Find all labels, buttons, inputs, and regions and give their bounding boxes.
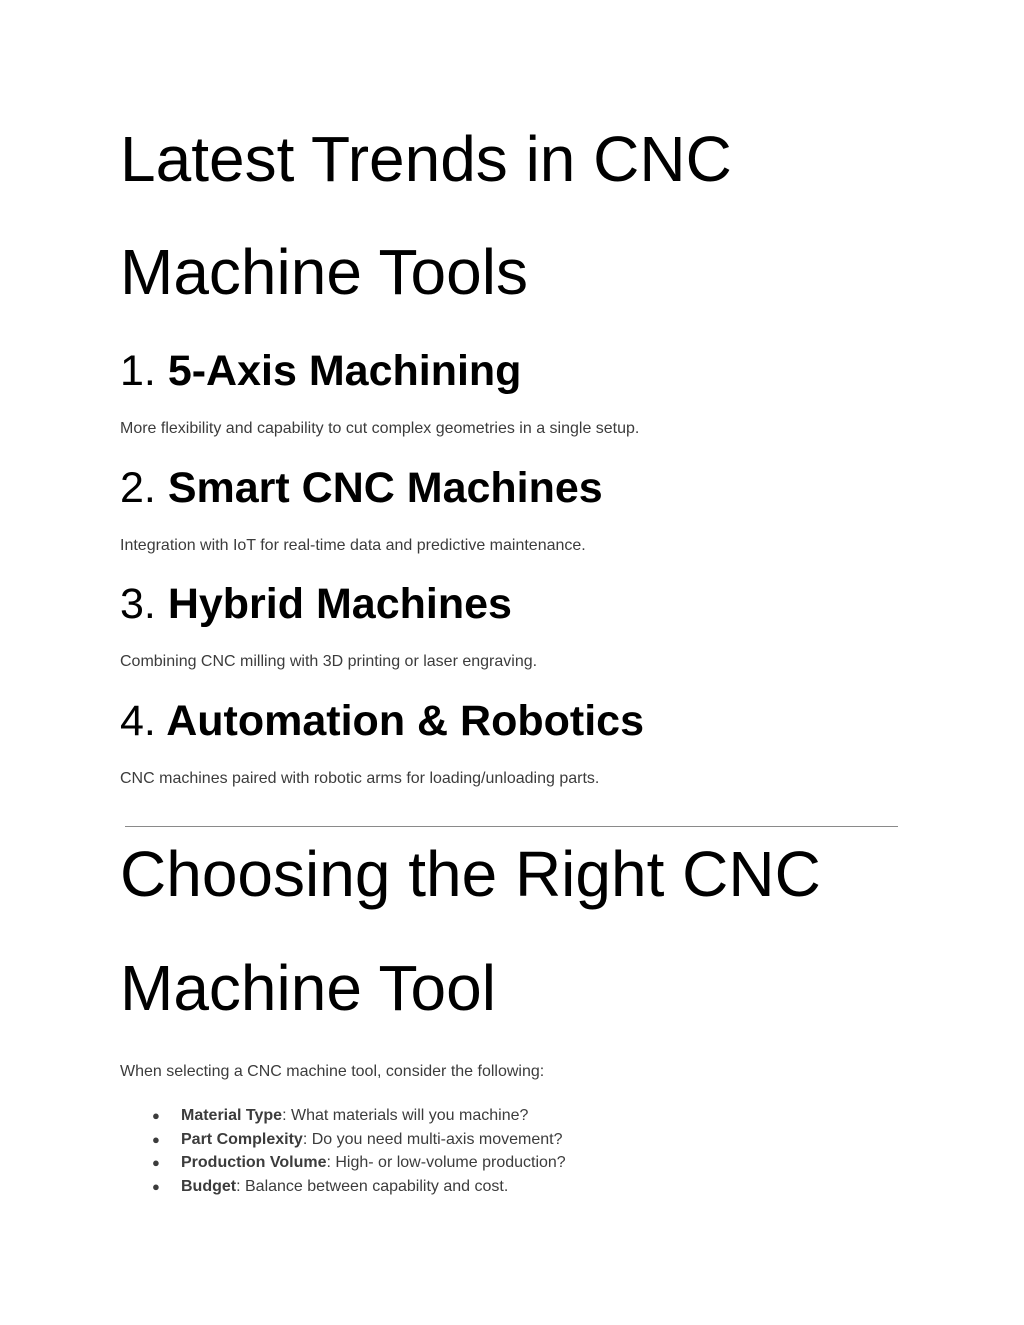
trend-description-4: CNC machines paired with robotic arms for loading/unloading parts. [120,770,600,787]
list-item-text [181,1131,562,1149]
bullet-icon: ● [152,1131,160,1147]
trend-heading-4 [120,697,644,745]
list-item-detail: : Balance between capability and cost. [236,1177,509,1195]
intro-paragraph: When selecting a CNC machine tool, consider the following: [120,1063,545,1080]
list-item-text [181,1178,508,1196]
list-item-term: Part Complexity [181,1130,303,1148]
section-divider [125,826,898,827]
trend-title: Hybrid Machines [167,580,512,628]
section-title-line-1: Latest Trends in CNC [120,123,732,195]
trend-title: Smart CNC Machines [167,464,603,512]
trend-description-3: Combining CNC milling with 3D printing or laser engraving. [120,653,538,670]
trend-description-2: Integration with IoT for real-time data and predictive maintenance. [120,537,586,554]
trend-description-1: More flexibility and capability to cut complex geometries in a single setup. [120,420,640,437]
list-item-detail: : Do you need multi-axis movement? [302,1130,563,1148]
trend-title: Automation & Robotics [166,697,644,745]
trend-title: 5-Axis Machining [167,347,522,395]
trend-number: 3. [120,580,156,628]
section-title-line-2: Machine Tools [120,236,528,308]
list-item-text [181,1107,528,1125]
section-title-line-2: Machine Tool [120,952,496,1024]
trend-heading-1 [120,347,522,395]
list-item-term: Material Type [181,1107,283,1124]
bullet-icon: ● [152,1108,160,1123]
list-item-text [181,1154,566,1172]
bullet-icon: ● [152,1178,160,1194]
bullet-icon: ● [152,1155,160,1170]
section-title-line-1: Choosing the Right CNC [120,838,821,910]
list-item-term: Budget [181,1177,237,1195]
list-item-detail: : High- or low-volume production? [326,1154,566,1171]
trend-number: 1. [120,347,156,395]
trend-heading-3 [120,580,512,628]
list-item-term: Production Volume [181,1154,327,1171]
trend-number: 2. [120,464,156,512]
trend-heading-2 [120,464,603,512]
list-item-detail: : What materials will you machine? [282,1107,529,1124]
trend-number: 4. [120,697,156,745]
